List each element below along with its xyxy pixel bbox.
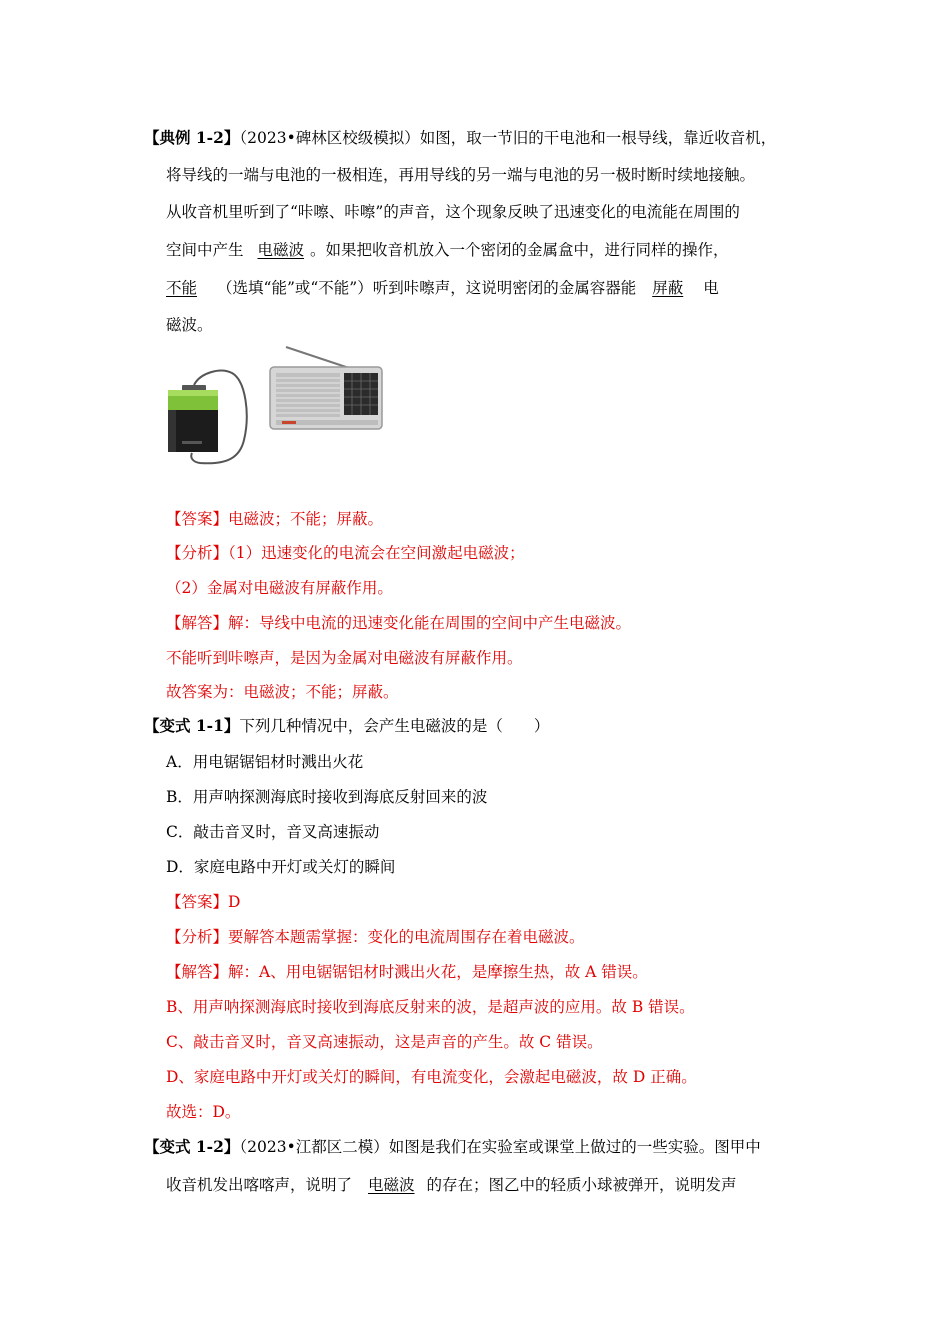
example-analysis: 【分析】（1）迅速变化的电流会在空间激起电磁波； [166, 544, 525, 562]
variant1-answer: 【答案】D [166, 893, 241, 911]
option-c: C．敲击音叉时，音叉高速振动 [166, 823, 380, 841]
variant1-solution-1: 【解答】解：A、用电锯锯铝材时溅出火花，是摩擦生热，故 A 错误。 [166, 963, 648, 981]
variant1-analysis: 【分析】要解答本题需掌握：变化的电流周围存在着电磁波。 [166, 928, 585, 946]
variant1-solution-2: B、用声呐探测海底时接收到海底反射来的波，是超声波的应用。故 B 错误。 [166, 998, 695, 1016]
variant1-question [144, 715, 549, 737]
example-solution-2: 不能听到咔嚓声，是因为金属对电磁波有屏蔽作用。 [166, 649, 523, 667]
example-line-3: 从收音机里听到了“咔嚓、咔嚓”的声音，这个现象反映了迅速变化的电流能在周围的 [166, 203, 740, 221]
option-b: B．用声呐探测海底时接收到海底反射回来的波 [166, 788, 488, 806]
example-source: （2023•碑林区校级模拟） [239, 129, 420, 147]
example-analysis-2: （2）金属对电磁波有屏蔽作用。 [166, 579, 393, 597]
option-a: A．用电锯锯铝材时溅出火花 [166, 753, 364, 771]
battery-icon [168, 385, 218, 452]
example-line-1 [144, 127, 776, 149]
variant1-solution-4: D、家庭电路中开灯或关灯的瞬间，有电流变化，会激起电磁波，故 D 正确。 [166, 1068, 697, 1086]
variant2-text: 如图是我们在实验室或课堂上做过的一些实验。图甲中 [388, 1138, 761, 1156]
example-text: 空间中产生 [166, 241, 244, 259]
variant2-blank-answer: 电磁波 [368, 1176, 415, 1194]
battery-radio-figure [160, 345, 400, 470]
example-tag: 【典例 1-2】 [144, 128, 240, 147]
example-line-6: 磁波。 [166, 316, 213, 334]
blank-answer-3: 屏蔽 [652, 279, 684, 297]
variant1-solution-3: C、敲击音叉时，音叉高速振动，这是声音的产生。故 C 错误。 [166, 1033, 603, 1051]
example-text: 。如果把收音机放入一个密闭的金属盒中，进行同样的操作， [310, 241, 729, 259]
example-line-5 [166, 277, 719, 299]
example-solution-3: 故答案为：电磁波；不能；屏蔽。 [166, 683, 399, 701]
variant2-line-1 [144, 1136, 761, 1158]
blank-answer-2: 不能 [166, 279, 198, 297]
variant2-source: （2023•江都区二模） [239, 1138, 389, 1156]
option-d: D．家庭电路中开灯或关灯的瞬间 [166, 858, 396, 876]
example-answer: 【答案】电磁波；不能；屏蔽。 [166, 510, 384, 528]
example-text: （选填“能”或“不能”）听到咔嚓声，这说明密闭的金属容器能 [217, 279, 637, 297]
variant2-text: 收音机发出喀喀声，说明了 [166, 1176, 353, 1194]
variant2-text: 的存在；图乙中的轻质小球被弹开，说明发声 [426, 1176, 737, 1194]
variant1-text: 下列几种情况中，会产生电磁波的是（ ） [239, 717, 550, 735]
variant2-line-2 [166, 1174, 737, 1196]
blank-answer-1: 电磁波 [257, 241, 305, 259]
radio-icon [270, 347, 382, 429]
variant2-tag: 【变式 1-2】 [144, 1137, 240, 1156]
example-text: 如图，取一节旧的干电池和一根导线，靠近收音机， [419, 129, 777, 147]
example-line-4 [166, 239, 729, 261]
example-line-2: 将导线的一端与电池的一极相连，再用导线的另一端与电池的另一极时断时续地接触。 [166, 166, 756, 184]
example-text: 电 [703, 279, 719, 297]
variant1-tag: 【变式 1-1】 [144, 716, 240, 735]
example-solution: 【解答】解：导线中电流的迅速变化能在周围的空间中产生电磁波。 [166, 614, 632, 632]
variant1-solution-5: 故选：D。 [166, 1103, 241, 1121]
